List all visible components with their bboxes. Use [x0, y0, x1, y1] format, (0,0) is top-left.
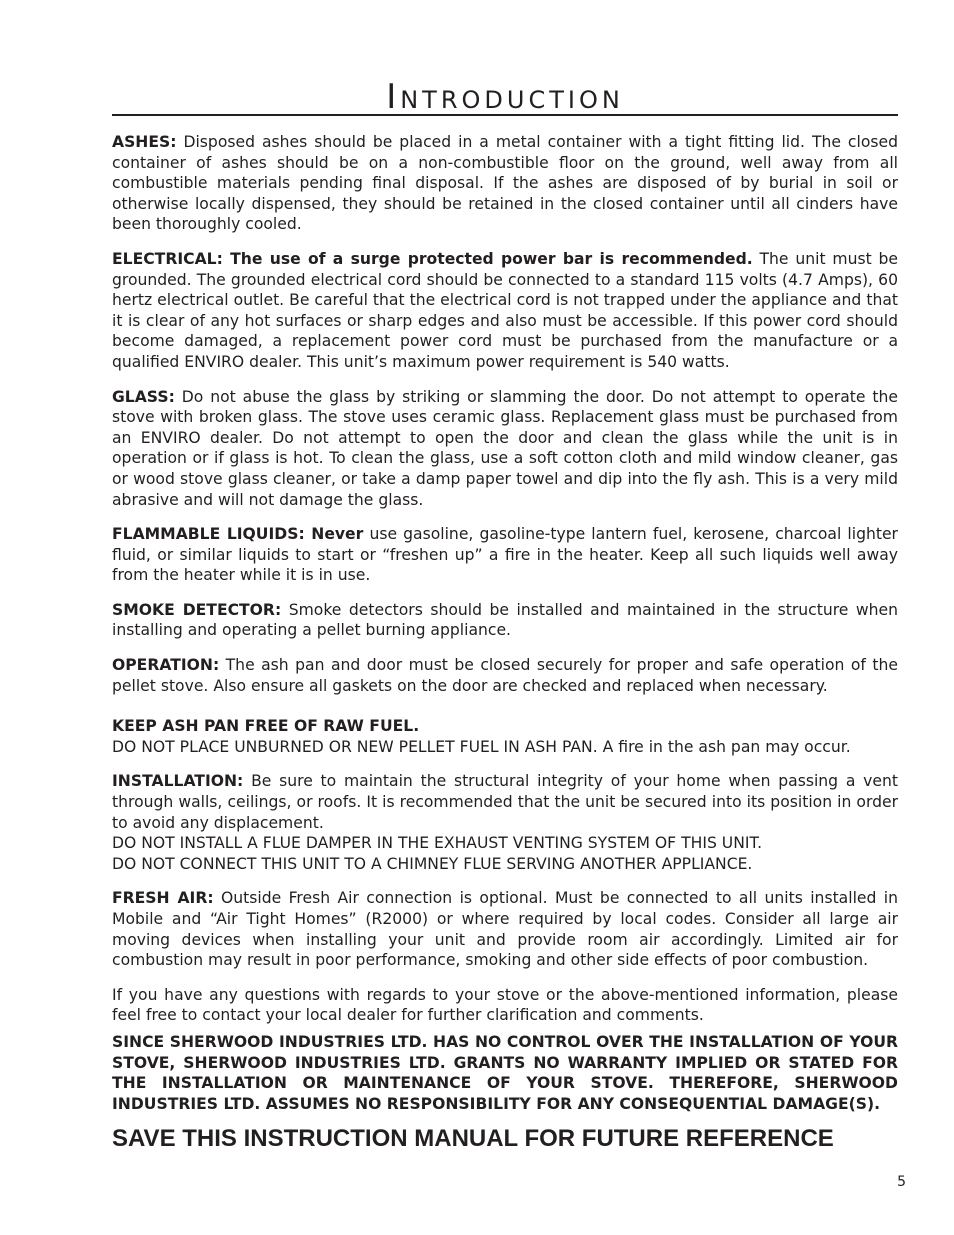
page-number: 5 — [897, 1174, 906, 1190]
smoke-detector-label: SMOKE DETECTOR: — [112, 600, 282, 619]
flammable-paragraph — [112, 524, 898, 586]
installation-warning-2: DO NOT CONNECT THIS UNIT TO A CHIMNEY FLUE SERVING ANOTHER APPLIANCE. — [112, 854, 753, 873]
smoke-detector-paragraph — [112, 600, 898, 641]
glass-label: GLASS: — [112, 387, 175, 406]
glass-text: Do not abuse the glass by striking or slamming the door. Do not attempt to operate the stove with broken glass. The stove uses ceramic glass. Replacement glass must be purchased from an ENVIRO dealer. Do not attempt to open the door and clean the glass while the unit is in operation or if glass is hot. To clean the glass, use a soft cotton cloth and mild window cleaner, gas or wood stove glass cleaner, or take a damp paper towel and dip into the fly ash. This is a very mild abrasive and will not damage the glass. — [112, 387, 898, 509]
ashes-text: Disposed ashes should be placed in a metal container with a tight fitting lid. The closed container of ashes should be on a non-combustible floor on the ground, well away from all combustible materials pending final disposal. If the ashes are disposed of by burial in soil or otherwise locally dispensed, they should be retained in the closed container until all cinders have been thoroughly cooled. — [112, 133, 898, 234]
installation-label: INSTALLATION: — [112, 772, 244, 791]
electrical-label: ELECTRICAL: The use of a surge protected power bar is recommended. — [112, 249, 753, 268]
installation-text: Be sure to maintain the structural integrity of your home when passing a vent through walls, ceilings, or roofs. It is recommended that the unit be secured into its position in order to avoid any displacement. — [112, 772, 898, 832]
fresh-air-label: FRESH AIR: — [112, 889, 214, 908]
smoke-detector-text: Smoke detectors should be installed and maintained in the structure when installing and operating a pellet burning appliance. — [112, 600, 898, 640]
flammable-text: use gasoline, gasoline-type lantern fuel, kerosene, charcoal lighter fluid, or similar liquids to start or “freshen up” a fire in the heater. Keep all such liquids well away from the heater while it is in use. — [112, 525, 898, 585]
ash-pan-label: KEEP ASH PAN FREE OF RAW FUEL. — [112, 717, 420, 736]
liability-disclaimer: SINCE SHERWOOD INDUSTRIES LTD. HAS NO CONTROL OVER THE INSTALLATION OF YOUR STOVE, SHERWOOD INDUSTRIES LTD. GRANTS NO WARRANTY IMPLIED OR STATED FOR THE INSTALLATION OR MAINTENANCE OF YOUR STOVE. THEREFORE, SHERWOOD INDUSTRIES LTD. ASSUMES NO RESPONSIBILITY FOR ANY CONSEQUENTIAL DAMAGE(S). — [112, 1032, 898, 1113]
operation-label: OPERATION: — [112, 656, 220, 675]
electrical-paragraph — [112, 249, 898, 373]
installation-block — [112, 771, 898, 874]
page-title: Introduction — [386, 77, 624, 117]
questions-paragraph: If you have any questions with regards to your stove or the above-mentioned information, please feel free to contact your local dealer for further clarification and comments. — [112, 985, 898, 1025]
fresh-air-paragraph — [112, 888, 898, 970]
ash-pan-heading — [112, 716, 898, 737]
flammable-label: FLAMMABLE LIQUIDS: Never — [112, 525, 364, 544]
fresh-air-text: Outside Fresh Air connection is optional. Must be connected to all units installed in Mobile and “Air Tight Homes” (R2000) or where required by local codes. Consider all large air moving devices when installing your unit and provide room air accordingly. Limited air for combustion may result in poor performance, smoking and other side effects of poor combustion. — [112, 889, 898, 970]
glass-paragraph — [112, 387, 898, 511]
save-manual-notice: SAVE THIS INSTRUCTION MANUAL FOR FUTURE REFERENCE — [112, 1125, 834, 1153]
installation-paragraph — [112, 771, 898, 833]
operation-text: The ash pan and door must be closed securely for proper and safe operation of the pellet stove. Also ensure all gaskets on the door are checked and replaced when necessary. — [112, 656, 898, 695]
ashes-paragraph — [112, 132, 898, 235]
ash-pan-block — [112, 716, 898, 757]
ash-pan-text: DO NOT PLACE UNBURNED OR NEW PELLET FUEL IN ASH PAN. A fire in the ash pan may occur. — [112, 737, 851, 756]
operation-paragraph — [112, 655, 898, 696]
ashes-label: ASHES: — [112, 133, 177, 151]
electrical-text: The unit must be grounded. The grounded electrical cord should be connected to a standard 115 volts (4.7 Amps), 60 hertz electrical outlet. Be careful that the electrical cord is not trapped under the appliance and that it is clear of any hot surfaces or sharp edges and also must be accessible. If this power cord should become damaged, a replacement power cord must be purchased from the manufacture or a qualified ENVIRO dealer. This unit’s maximum power requirement is 540 watts. — [112, 249, 899, 371]
manual-page — [112, 77, 899, 1154]
installation-warning-1: DO NOT INSTALL A FLUE DAMPER IN THE EXHAUST VENTING SYSTEM OF THIS UNIT. — [112, 834, 763, 853]
